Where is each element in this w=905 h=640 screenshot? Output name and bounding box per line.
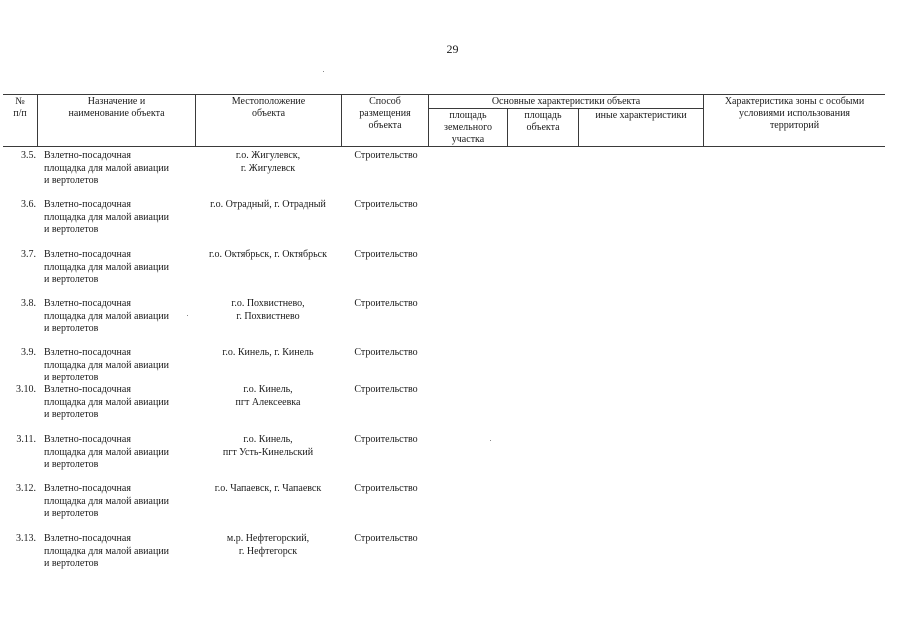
row-name: Взлетно-посадочная площадка для малой авиации и вертолетов — [44, 150, 170, 186]
row-method: Строительство — [354, 199, 418, 210]
row-location: г.о. Кинель, г. Кинель — [222, 347, 314, 358]
subheader-rule — [428, 108, 703, 109]
row-name: Взлетно-посадочная площадка для малой авиации и вертолетов — [44, 347, 170, 383]
row-number: 3.10. — [16, 384, 36, 395]
row-location: м.р. Нефтегорский, г. Нефтегорск — [226, 533, 310, 557]
row-location: г.о. Кинель, пгт Алексеевка — [235, 384, 301, 408]
header-land-area: площадь земельного участка — [444, 110, 492, 145]
row-method: Строительство — [354, 150, 418, 161]
row-name: Взлетно-посадочная площадка для малой авиации и вертолетов — [44, 199, 170, 235]
row-name: Взлетно-посадочная площадка для малой авиации и вертолетов — [44, 483, 170, 519]
row-method: Строительство — [354, 347, 418, 358]
row-number: 3.6. — [21, 199, 36, 210]
row-location: г.о. Октябрьск, г. Октябрьск — [209, 249, 327, 260]
row-name: Взлетно-посадочная площадка для малой авиации и вертолетов — [44, 249, 170, 285]
row-name: Взлетно-посадочная площадка для малой авиации и вертолетов — [44, 384, 170, 420]
row-method: Строительство — [354, 434, 418, 445]
scan-speck — [490, 440, 491, 441]
row-name: Взлетно-посадочная площадка для малой авиации и вертолетов — [44, 298, 170, 334]
header-zone: Характеристика зоны с особыми условиями использования территорий — [724, 96, 865, 131]
header-object-area: площадь объекта — [524, 110, 562, 133]
row-number: 3.13. — [16, 533, 36, 544]
header-characteristics: Основные характеристики объекта — [491, 96, 641, 107]
row-number: 3.8. — [21, 298, 36, 309]
row-number: 3.5. — [21, 150, 36, 161]
row-location: г.о. Жигулевск, г. Жигулевск — [235, 150, 301, 174]
row-name: Взлетно-посадочная площадка для малой авиации и вертолетов — [44, 434, 170, 470]
row-number: 3.7. — [21, 249, 36, 260]
row-name: Взлетно-посадочная площадка для малой авиации и вертолетов — [44, 533, 170, 569]
header-name: Назначение и наименование объекта — [68, 96, 165, 119]
row-method: Строительство — [354, 298, 418, 309]
row-location: г.о. Похвистнево, г. Похвистнево — [231, 298, 305, 322]
header-other: иные характеристики — [595, 110, 687, 121]
row-location: г.о. Отрадный, г. Отрадный — [210, 199, 326, 210]
row-method: Строительство — [354, 249, 418, 260]
header-bottom-rule — [3, 146, 885, 147]
header-num: № п/п — [13, 96, 27, 119]
header-method: Способ размещения объекта — [359, 96, 411, 131]
page-number: 29 — [446, 42, 459, 56]
row-method: Строительство — [354, 533, 418, 544]
scan-speck — [323, 71, 324, 72]
row-location: г.о. Чапаевск, г. Чапаевск — [214, 483, 322, 494]
row-number: 3.11. — [16, 434, 36, 445]
scan-speck — [187, 315, 188, 316]
row-number: 3.12. — [16, 483, 36, 494]
row-number: 3.9. — [21, 347, 36, 358]
row-method: Строительство — [354, 384, 418, 395]
row-method: Строительство — [354, 483, 418, 494]
header-top-rule — [3, 94, 885, 95]
row-location: г.о. Кинель, пгт Усть-Кинельский — [222, 434, 314, 458]
header-location: Местоположение объекта — [231, 96, 306, 119]
